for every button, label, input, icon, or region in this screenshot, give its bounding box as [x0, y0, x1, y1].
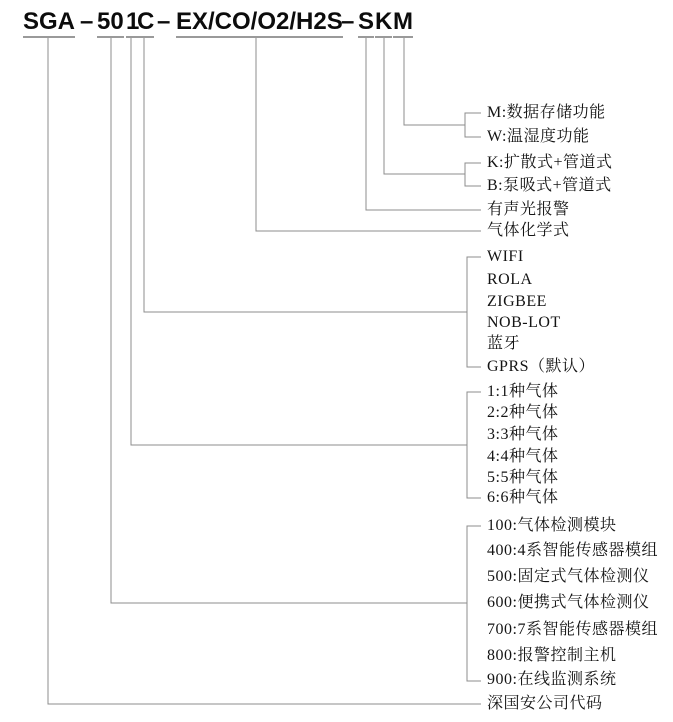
- label-wireless-wifi: WIFI: [487, 248, 524, 265]
- title-alarm-code: S: [358, 10, 374, 38]
- label-wireless-gprs: GPRS（默认）: [487, 358, 596, 375]
- connector-company-code: [48, 38, 481, 704]
- label-alarm: 有声光报警: [487, 201, 570, 218]
- label-gas-count-2: 2:2种气体: [487, 404, 559, 421]
- label-function-w: W:温湿度功能: [487, 128, 590, 145]
- label-sampling-b: B:泵吸式+管道式: [487, 177, 612, 194]
- connector-function-code: [404, 38, 481, 137]
- label-series-500: 500:固定式气体检测仪: [487, 568, 650, 585]
- label-function-m: M:数据存储功能: [487, 104, 606, 121]
- label-series-100: 100:气体检测模块: [487, 517, 617, 534]
- label-series-900: 900:在线监测系统: [487, 671, 617, 688]
- label-gas-formula: 气体化学式: [487, 222, 570, 239]
- label-gas-count-1: 1:1种气体: [487, 383, 559, 400]
- connector-gas-formula: [256, 38, 481, 231]
- label-wireless-rola: ROLA: [487, 271, 533, 288]
- title-sampling-code: K: [375, 10, 392, 38]
- label-series-700: 700:7系智能传感器模组: [487, 621, 658, 638]
- title-company-prefix: SGA: [23, 10, 75, 38]
- label-wireless-zigbee: ZIGBEE: [487, 293, 547, 310]
- title-dash-2: –: [157, 8, 171, 35]
- label-wireless-bluetooth: 蓝牙: [487, 335, 521, 352]
- title-function-code: M: [393, 10, 413, 38]
- title-wireless-code: C: [137, 10, 154, 38]
- connector-series: [111, 38, 481, 681]
- title-dash-1: –: [80, 8, 94, 35]
- label-company-code: 深国安公司代码: [487, 695, 603, 712]
- title-dash-3: –: [341, 8, 355, 35]
- label-series-400: 400:4系智能传感器模组: [487, 542, 658, 559]
- connector-sampling-code: [384, 38, 481, 186]
- connector-gas-count: [131, 38, 481, 498]
- model-number-title: [0, 0, 673, 44]
- label-series-800: 800:报警控制主机: [487, 647, 617, 664]
- label-series-600: 600:便携式气体检测仪: [487, 594, 650, 611]
- label-gas-count-3: 3:3种气体: [487, 426, 559, 443]
- title-gas-formula: EX/CO/O2/H2S: [176, 10, 343, 38]
- title-gas-count-digit: 1: [126, 10, 139, 38]
- label-gas-count-5: 5:5种气体: [487, 469, 559, 486]
- title-series-digits: 50: [97, 10, 124, 38]
- connector-wireless-code: [144, 38, 481, 367]
- connector-alarm-code: [366, 38, 481, 210]
- label-gas-count-4: 4:4种气体: [487, 448, 559, 465]
- label-sampling-k: K:扩散式+管道式: [487, 154, 613, 171]
- label-wireless-noblot: NOB-LOT: [487, 314, 561, 331]
- label-gas-count-6: 6:6种气体: [487, 489, 559, 506]
